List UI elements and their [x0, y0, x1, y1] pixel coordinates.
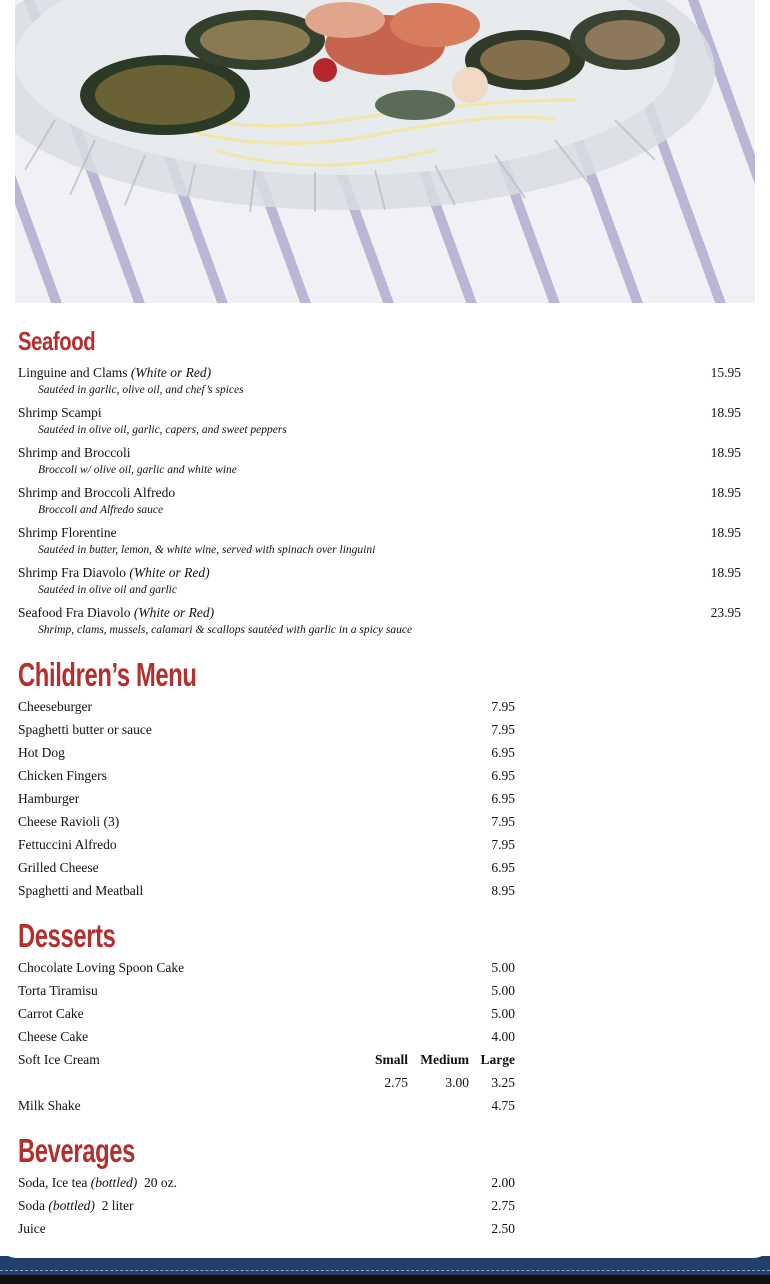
item-price: 18.95 — [710, 405, 741, 420]
item-price: 2.50 — [491, 1221, 515, 1236]
item-price: 7.95 — [491, 722, 515, 737]
item-price: 18.95 — [710, 445, 741, 460]
item-price: 4.00 — [491, 1029, 515, 1044]
item-name: Shrimp Florentine — [18, 525, 117, 540]
item-price: 18.95 — [710, 525, 741, 540]
item-price: 2.75 — [491, 1198, 515, 1213]
seafood-heading: Seafood — [18, 326, 96, 356]
footer-dark-strip — [0, 1275, 770, 1284]
item-price: 6.95 — [491, 860, 515, 875]
menu-item: Carrot Cake — [18, 1006, 84, 1021]
menu-item: Fettuccini Alfredo — [18, 837, 117, 852]
item-price: 2.00 — [491, 1175, 515, 1190]
item-price: 6.95 — [491, 791, 515, 806]
menu-item — [18, 1198, 134, 1214]
item-name: Seafood Fra Diavolo — [18, 605, 131, 620]
menu-item — [18, 565, 210, 581]
size-header-medium: Medium — [420, 1052, 469, 1067]
item-price: 2.75 — [384, 1075, 408, 1090]
menu-item — [18, 485, 175, 501]
item-name: Linguine and Clams — [18, 365, 128, 380]
menu-item: Soft Ice Cream — [18, 1052, 100, 1067]
menu-item: Grilled Cheese — [18, 860, 99, 875]
menu-item: Spaghetti and Meatball — [18, 883, 144, 898]
menu-item: Chicken Fingers — [18, 768, 107, 783]
item-price: 8.95 — [491, 883, 515, 898]
menu-item: Hot Dog — [18, 745, 65, 760]
item-name: Shrimp and Broccoli — [18, 445, 131, 460]
menu-item — [18, 1221, 46, 1237]
page-bottom-edge — [0, 1240, 770, 1258]
menu-item — [18, 525, 117, 541]
item-note: (White or Red) — [129, 565, 210, 580]
item-description: Sautéed in olive oil, garlic, capers, and sweet peppers — [38, 424, 287, 436]
menu-item — [18, 605, 214, 621]
item-price: 7.95 — [491, 699, 515, 714]
menu-item: Milk Shake — [18, 1098, 81, 1113]
item-price: 15.95 — [710, 365, 741, 380]
menu-item: Chocolate Loving Spoon Cake — [18, 960, 185, 975]
item-price: 5.00 — [491, 960, 515, 975]
item-price: 3.25 — [491, 1075, 515, 1090]
menu-item: Cheese Ravioli (3) — [18, 814, 120, 829]
menu-item — [18, 405, 102, 421]
item-note: (White or Red) — [130, 365, 212, 380]
item-price: 4.75 — [491, 1098, 515, 1113]
item-price: 5.00 — [491, 1006, 515, 1021]
menu-item: Cheese Cake — [18, 1029, 89, 1044]
item-price: 23.95 — [710, 605, 741, 620]
beverages-heading: Beverages — [18, 1132, 135, 1169]
menu-item: Cheeseburger — [18, 699, 92, 714]
menu-item: Spaghetti butter or sauce — [18, 722, 152, 737]
menu-item — [18, 365, 211, 381]
menu-item: Torta Tiramisu — [18, 983, 98, 998]
item-price: 18.95 — [710, 485, 741, 500]
item-name: Juice — [18, 1221, 46, 1236]
item-price: 6.95 — [491, 745, 515, 760]
item-note: (bottled) — [90, 1175, 138, 1190]
item-price: 3.00 — [445, 1075, 469, 1090]
footer-dashed-line — [0, 1270, 770, 1272]
item-description: Shrimp, clams, mussels, calamari & scallops sautéed with garlic in a spicy sauce — [38, 624, 413, 636]
item-price: 7.95 — [491, 837, 515, 852]
item-note: (White or Red) — [133, 605, 215, 620]
item-price: 18.95 — [710, 565, 741, 580]
desserts-heading: Desserts — [18, 917, 116, 954]
item-description: Sautéed in olive oil and garlic — [38, 584, 177, 596]
item-price: 6.95 — [491, 768, 515, 783]
item-description: Broccoli w/ olive oil, garlic and white wine — [38, 464, 237, 476]
item-price: 5.00 — [491, 983, 515, 998]
item-name: Shrimp Fra Diavolo — [18, 565, 126, 580]
menu-item — [18, 1175, 177, 1191]
item-size: 20 oz. — [143, 1175, 177, 1190]
size-header-large: Large — [480, 1052, 515, 1067]
menu-item — [18, 445, 130, 461]
item-description: Sautéed in butter, lemon, & white wine, served with spinach over linguini — [38, 544, 376, 556]
item-description: Broccoli and Alfredo sauce — [38, 504, 164, 516]
item-note: (bottled) — [48, 1198, 95, 1213]
item-description: Sautéed in garlic, olive oil, and chef’s spices — [38, 384, 244, 396]
menu-item: Hamburger — [18, 791, 80, 806]
item-price: 7.95 — [491, 814, 515, 829]
footer-bar — [0, 1256, 770, 1284]
size-header-small: Small — [374, 1052, 408, 1067]
item-size: 2 liter — [101, 1198, 134, 1213]
item-name: Soda, Ice tea — [18, 1175, 88, 1190]
item-name: Soda — [18, 1198, 45, 1213]
item-name: Shrimp Scampi — [18, 405, 102, 420]
childrens-menu-heading: Children’s Menu — [18, 656, 197, 693]
item-name: Shrimp and Broccoli Alfredo — [18, 485, 176, 500]
